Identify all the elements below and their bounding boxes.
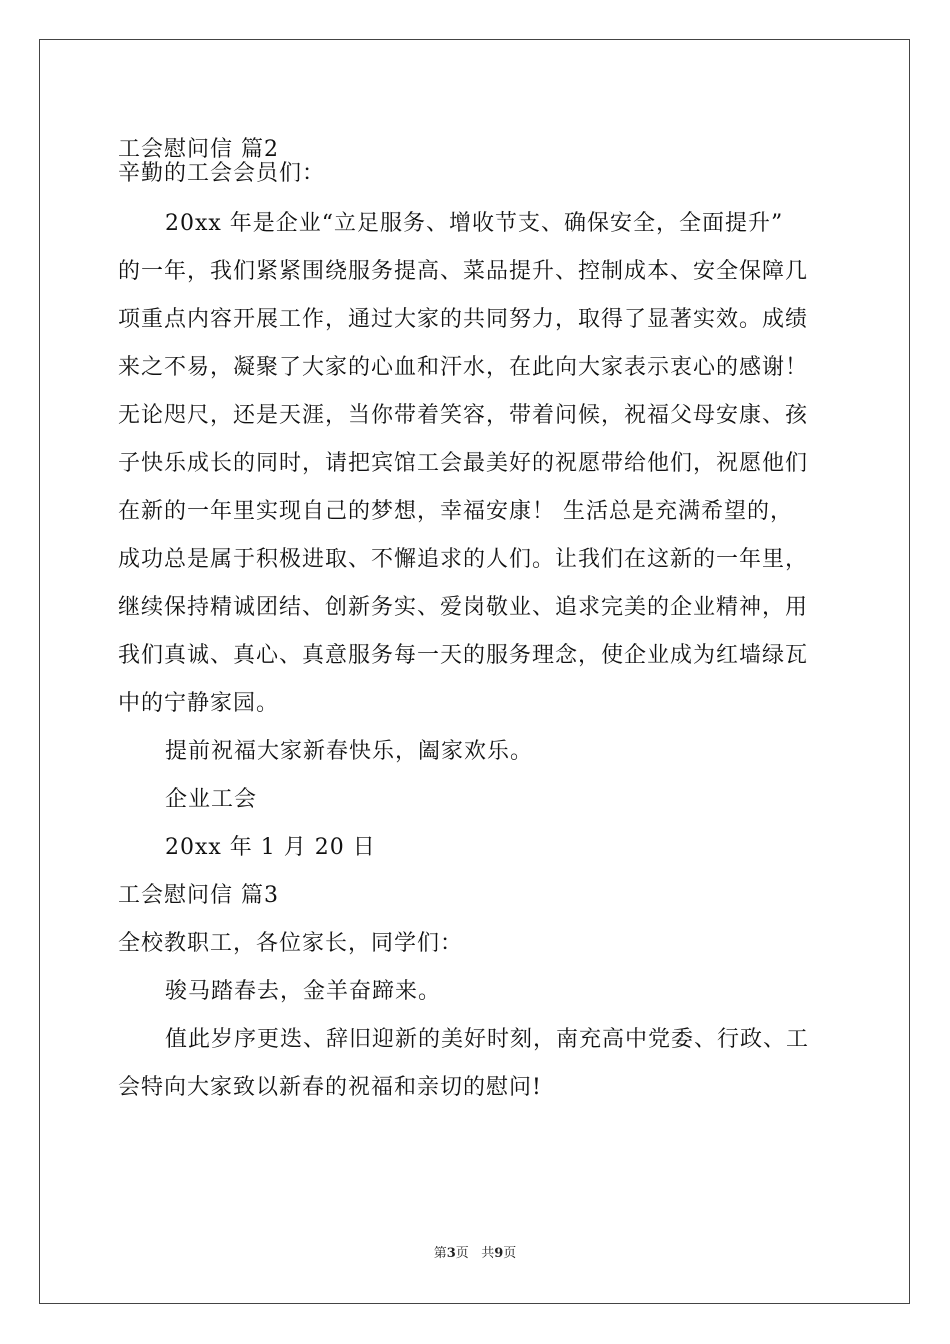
body-2-line: 来之不易，凝聚了大家的心血和汗水，在此向大家表示衷心的感谢！ [118,355,809,380]
body-2-line: 在新的一年里实现自己的梦想，幸福安康！ 生活总是充满希望的， [118,499,793,524]
body-2-line: 成功总是属于积极进取、不懈追求的人们。让我们在这新的一年里， [118,547,809,572]
total-prefix: 共 [481,1246,495,1261]
body-2-line: 中的宁静家园。 [118,691,280,716]
page-suffix: 页 [455,1246,469,1261]
date-2: 20xx 年 1 月 20 日 [165,835,376,860]
body-2-line: 子快乐成长的同时，请把宾馆工会最美好的祝愿带给他们，祝愿他们 [118,451,809,476]
body-3-line: 值此岁序更迭、辞旧迎新的美好时刻，南充高中党委、行政、工 [165,1027,810,1052]
section-title-3: 工会慰问信 篇3 [118,883,279,908]
greeting-3: 全校教职工，各位家长，同学们： [118,931,464,956]
signature-2: 企业工会 [165,787,258,812]
total-pages: 9 [494,1246,504,1261]
body-2-line: 我们真诚、真心、真意服务每一天的服务理念，使企业成为红墙绿瓦 [118,643,809,668]
body-3-line: 骏马踏春去，金羊奋蹄来。 [165,979,442,1004]
body-2-line: 继续保持精诚团结、创新务实、爱岗敬业、追求完美的企业精神，用 [118,595,809,620]
page-number: 3 [446,1246,456,1261]
closing-2: 提前祝福大家新春快乐，阖家欢乐。 [165,739,534,764]
body-2-line: 无论咫尺，还是天涯，当你带着笑容，带着问候，祝福父母安康、孩 [118,403,809,428]
greeting-2: 辛勤的工会会员们： [118,161,326,186]
body-2-line: 20xx 年是企业“立足服务、增收节支、确保安全，全面提升” [165,211,784,236]
body-2-line: 的一年，我们紧紧围绕服务提高、菜品提升、控制成本、安全保障几 [118,259,809,284]
section-title-2: 工会慰问信 篇2 [118,137,279,162]
page-footer [0,1246,950,1262]
body-3-line: 会特向大家致以新春的祝福和亲切的慰问! [118,1075,542,1100]
body-2-line: 项重点内容开展工作，通过大家的共同努力，取得了显著实效。成绩 [118,307,809,332]
page-prefix: 第 [433,1246,447,1261]
total-suffix: 页 [503,1246,517,1261]
